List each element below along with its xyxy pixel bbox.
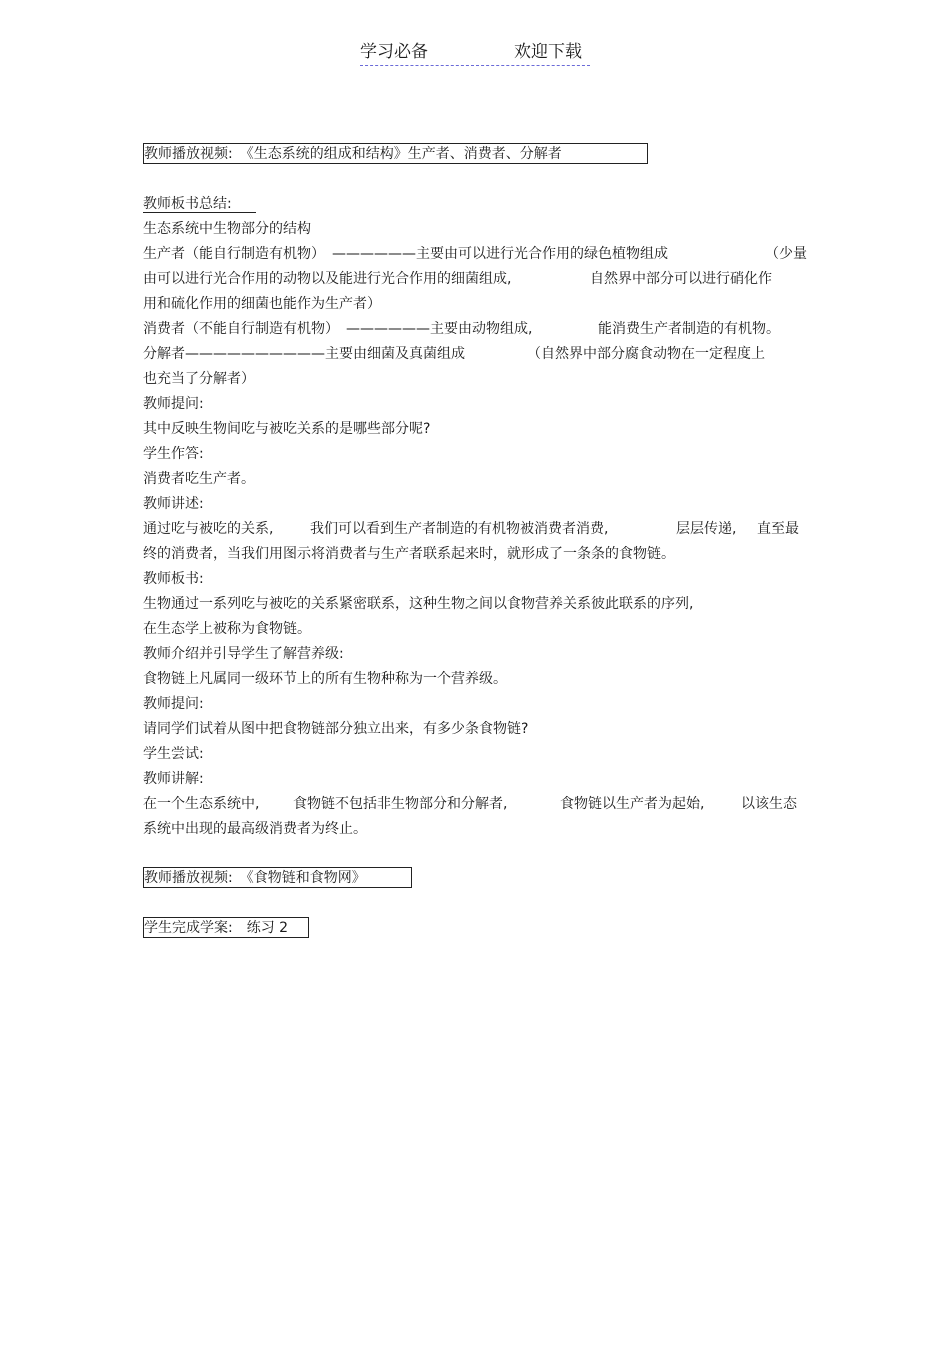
text-line: 其中反映生物间吃与被吃关系的是哪些部分呢? [143,421,431,437]
text-line: 教师板书: [143,571,204,587]
exercise-box: 学生完成学案: 练习 2 [143,917,309,938]
text-line: 教师讲解: [143,771,204,787]
text-line: 系统中出现的最高级消费者为终止。 [143,821,367,837]
text-line: 生物通过一系列吃与被吃的关系紧密联系，这种生物之间以食物营养关系彼此联系的序列, [143,596,694,612]
text-line: 也充当了分解者） [143,371,255,387]
text-line: 教师提问: [143,696,204,712]
text-line: 教师提问: [143,396,204,412]
text-line: 生态系统中生物部分的结构 [143,221,311,237]
header-right: 欢迎下载 [514,42,582,62]
text-line: 终的消费者，当我们用图示将消费者与生产者联系起来时，就形成了一条条的食物链。 [143,546,675,562]
text-line: 用和硫化作用的细菌也能作为生产者） [143,296,381,312]
text-line: 学生尝试: [143,746,204,762]
text-line: 请同学们试着从图中把食物链部分独立出来，有多少条食物链? [143,721,529,737]
video-box-2: 教师播放视频: 《食物链和食物网》 [143,867,412,888]
board-title: 教师板书总结: [143,195,256,213]
text-line: 教师讲述: [143,496,204,512]
text-line: 消费者吃生产者。 [143,471,255,487]
text-line: 教师介绍并引导学生了解营养级: [143,646,344,662]
page-header [360,41,590,66]
text-line: 学生作答: [143,446,204,462]
text-line: 在生态学上被称为食物链。 [143,621,311,637]
video-box-1: 教师播放视频: 《生态系统的组成和结构》生产者、消费者、分解者 [143,143,648,164]
header-left: 学习必备 [360,42,428,62]
text-line: 食物链上凡属同一级环节上的所有生物种称为一个营养级。 [143,671,507,687]
